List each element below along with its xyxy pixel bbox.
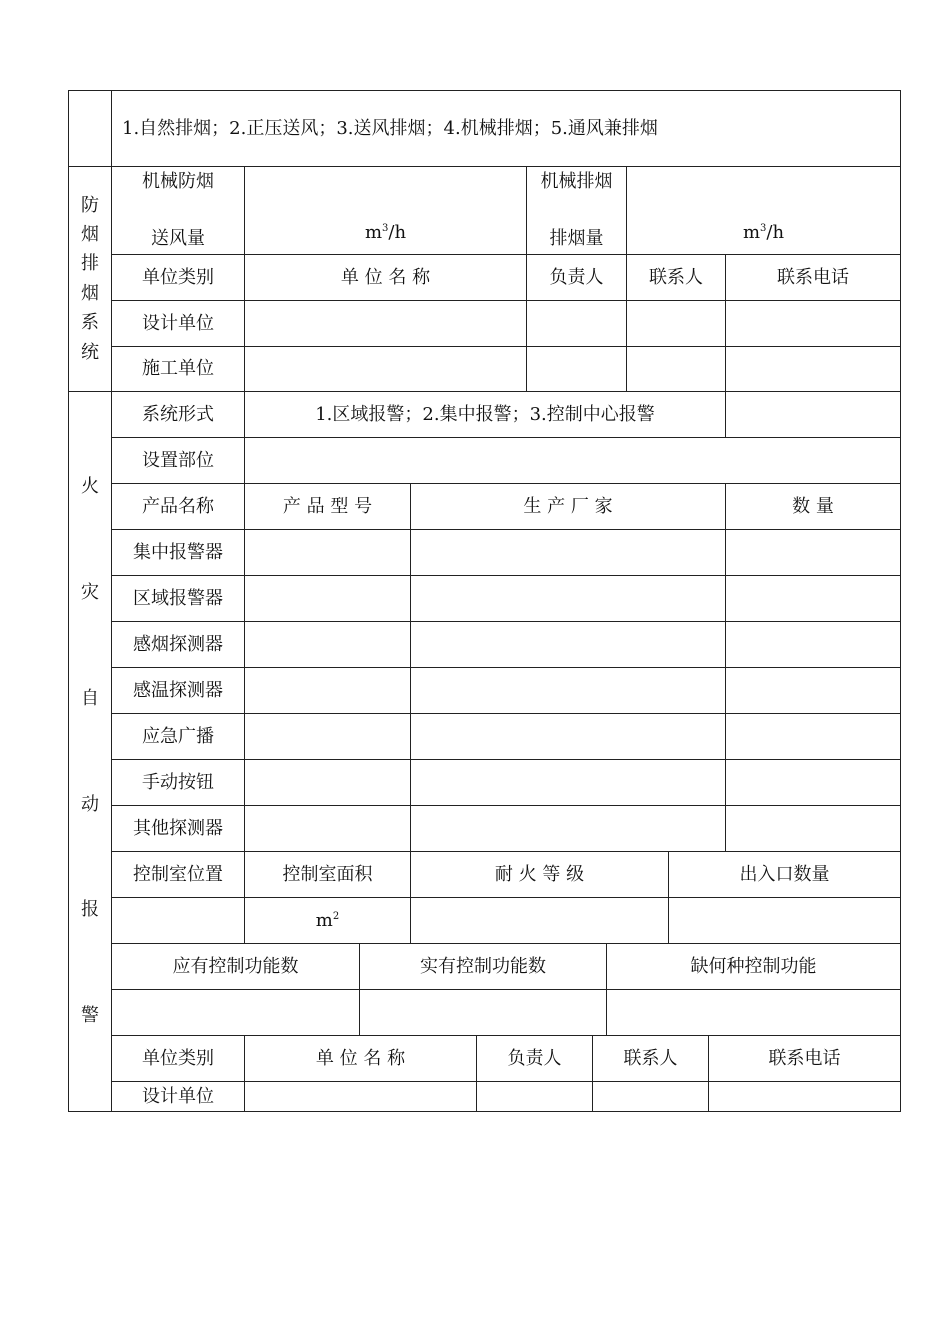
product-quantity-field[interactable] [725,621,901,668]
construction-contact-field[interactable] [626,346,726,392]
design-unit-name-field[interactable] [244,300,527,347]
unit: m [364,222,383,244]
fire-design-responsible-field[interactable] [476,1081,593,1112]
header-missing-functions: 缺何种控制功能 [606,943,901,990]
side-char: 火 [81,476,99,498]
product-row-label: 区域报警器 [111,575,245,622]
label-line: 机械排烟 [540,171,613,192]
product-manufacturer-field[interactable] [410,759,726,806]
product-row-label: 其他探测器 [111,805,245,852]
header-unit-type: 单位类别 [111,1035,245,1082]
fire-design-phone-field[interactable] [708,1081,901,1112]
header-quantity: 数 量 [725,483,901,530]
product-quantity-field[interactable] [725,529,901,576]
unit: m [315,909,333,931]
unit-text [365,222,406,244]
unit-text [743,222,784,244]
product-manufacturer-field[interactable] [410,529,726,576]
label-line: 机械防烟 [142,171,214,192]
system-form-label: 系统形式 [111,391,245,438]
label-line: 排烟量 [549,228,604,250]
product-row-label: 手动按钮 [111,759,245,806]
label-line: 送风量 [151,228,205,250]
side-char: 自 [81,687,99,709]
side-char: 防 [81,194,99,216]
product-model-field[interactable] [244,713,411,760]
control-room-location-field[interactable] [111,897,245,944]
fire-rating-field[interactable] [410,897,669,944]
header-unit-name: 单 位 名 称 [244,254,527,301]
mech-supply-label [111,166,245,255]
product-manufacturer-field[interactable] [410,621,726,668]
product-quantity-field[interactable] [725,759,901,806]
smoke-mode-options: 1.自然排烟；2.正压送风；3.送风排烟；4.机械排烟；5.通风兼排烟 [111,90,901,167]
product-quantity-field[interactable] [725,805,901,852]
unit-sup: 3 [760,223,767,235]
exit-count-field[interactable] [668,897,901,944]
smoke-system-side-label [68,166,112,392]
actual-functions-field[interactable] [359,989,607,1036]
mech-exhaust-label [526,166,627,255]
side-char: 排 [81,253,99,275]
fire-design-contact-field[interactable] [592,1081,709,1112]
header-control-room-location: 控制室位置 [111,851,245,898]
header-contact: 联系人 [626,254,726,301]
unit-sup: 2 [332,910,340,922]
unit-tail: /h [388,222,407,244]
row-construction-unit: 施工单位 [111,346,245,392]
side-char: 烟 [81,224,99,246]
unit-tail: /h [766,222,785,244]
product-row-label: 感温探测器 [111,667,245,714]
required-functions-field[interactable] [111,989,360,1036]
header-responsible: 负责人 [526,254,627,301]
header-control-room-area: 控制室面积 [244,851,411,898]
product-model-field[interactable] [244,621,411,668]
product-row-label: 集中报警器 [111,529,245,576]
construction-unit-name-field[interactable] [244,346,527,392]
product-model-field[interactable] [244,759,411,806]
mech-supply-value[interactable] [244,166,527,255]
product-manufacturer-field[interactable] [410,713,726,760]
area-unit [316,910,339,932]
unit-sup: 3 [382,223,389,235]
header-fire-rating: 耐 火 等 级 [410,851,669,898]
fire-design-unit-name-field[interactable] [244,1081,477,1112]
header-required-functions: 应有控制功能数 [111,943,360,990]
product-model-field[interactable] [244,805,411,852]
header-product-model: 产 品 型 号 [244,483,411,530]
product-manufacturer-field[interactable] [410,575,726,622]
side-char: 动 [81,793,99,815]
product-quantity-field[interactable] [725,575,901,622]
product-model-field[interactable] [244,529,411,576]
header-responsible: 负责人 [476,1035,593,1082]
header-phone: 联系电话 [708,1035,901,1082]
header-phone: 联系电话 [725,254,901,301]
control-room-area-field[interactable] [244,897,411,944]
side-char: 灾 [81,582,99,603]
design-responsible-field[interactable] [526,300,627,347]
product-manufacturer-field[interactable] [410,805,726,852]
location-field[interactable] [244,437,901,484]
product-model-field[interactable] [244,575,411,622]
row-design-unit: 设计单位 [111,1081,245,1112]
side-char: 统 [81,341,99,363]
side-char: 警 [81,1005,99,1027]
construction-phone-field[interactable] [725,346,901,392]
design-phone-field[interactable] [725,300,901,347]
system-form-options: 1.区域报警；2.集中报警；3.控制中心报警 [244,391,726,438]
header-manufacturer: 生 产 厂 家 [410,483,726,530]
header-exit-count: 出入口数量 [668,851,901,898]
row-design-unit: 设计单位 [111,300,245,347]
construction-responsible-field[interactable] [526,346,627,392]
fire-alarm-side-label [68,391,112,1112]
product-row-label: 感烟探测器 [111,621,245,668]
location-label: 设置部位 [111,437,245,484]
side-char: 报 [81,899,99,921]
product-model-field[interactable] [244,667,411,714]
side-char: 烟 [81,282,99,304]
missing-functions-field[interactable] [606,989,901,1036]
design-contact-field[interactable] [626,300,726,347]
unit: m [742,222,761,244]
header-product-name: 产品名称 [111,483,245,530]
header-contact: 联系人 [592,1035,709,1082]
product-quantity-field[interactable] [725,667,901,714]
side-char: 系 [81,312,99,334]
product-row-label: 应急广播 [111,713,245,760]
product-manufacturer-field[interactable] [410,667,726,714]
header-unit-name: 单 位 名 称 [244,1035,477,1082]
blank-side-cell [68,90,112,167]
mech-exhaust-value[interactable] [626,166,901,255]
header-unit-type: 单位类别 [111,254,245,301]
product-quantity-field[interactable] [725,713,901,760]
header-actual-functions: 实有控制功能数 [359,943,607,990]
system-form-value-field[interactable] [725,391,901,438]
